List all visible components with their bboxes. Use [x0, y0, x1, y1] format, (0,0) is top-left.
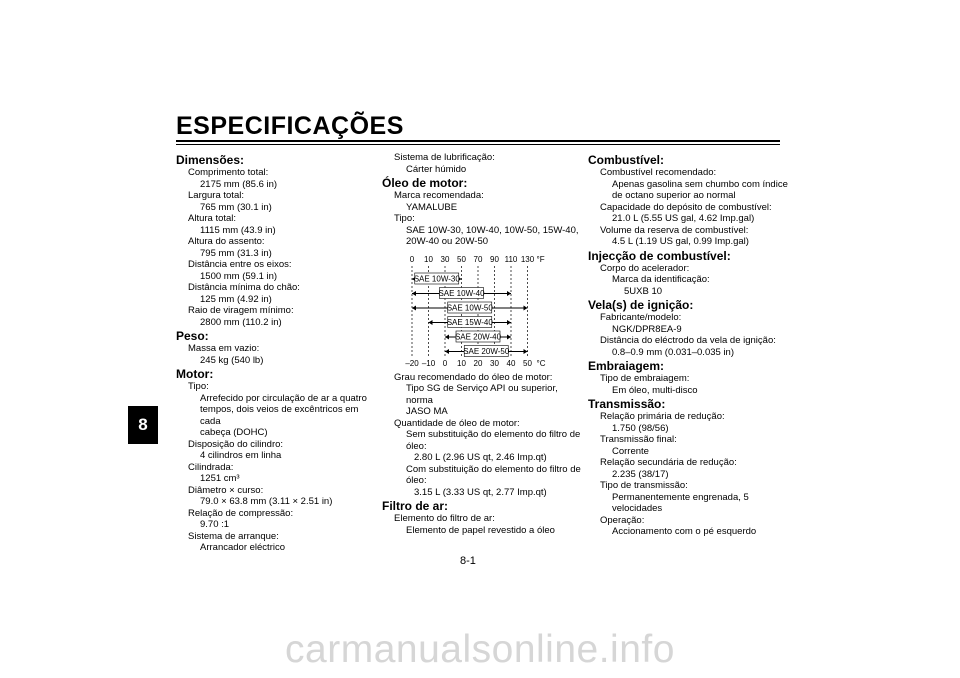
- spec-value: 2800 mm (110.2 in): [200, 316, 282, 328]
- arrow-right: [507, 334, 511, 339]
- section-heading-air-filter: Filtro de ar:: [382, 499, 449, 513]
- spec-value: 0.8–0.9 mm (0.031–0.035 in): [612, 346, 734, 358]
- c-tick-label: –10: [421, 358, 436, 368]
- spec-value: Cárter húmido: [406, 163, 467, 175]
- arrow-right: [524, 305, 528, 310]
- spec-value: YAMALUBE: [406, 201, 458, 213]
- chapter-tab: 8: [128, 406, 158, 444]
- spec-label: Relação de compressão:: [188, 507, 294, 519]
- spec-value: 1500 mm (59.1 in): [200, 270, 278, 282]
- f-tick-label: 130: [520, 254, 535, 264]
- spec-label: Altura do assento:: [188, 236, 265, 247]
- f-tick-label: 110: [504, 254, 518, 264]
- c-tick-label: 50: [523, 358, 532, 368]
- spec-value: Em óleo, multi-disco: [612, 384, 698, 396]
- grade-label: SAE 15W-40: [446, 317, 493, 327]
- f-tick-label: 90: [490, 254, 499, 264]
- spec-value: 795 mm (31.3 in): [200, 247, 272, 259]
- c-tick-label: 20: [473, 358, 483, 368]
- arrow-left: [445, 334, 449, 339]
- spec-value: Elemento de papel revestido a óleo: [406, 524, 555, 536]
- section-heading-weight: Peso:: [176, 329, 209, 343]
- f-tick-label: 10: [424, 254, 433, 264]
- watermark: carmanualsonline.info: [285, 628, 675, 671]
- oil-viscosity-chart: [382, 252, 562, 370]
- spec-label: Raio de viragem mínimo:: [188, 305, 294, 316]
- spec-label: Marca recomendada:: [394, 190, 484, 201]
- spec-label: Massa em vazio:: [188, 343, 260, 354]
- spec-value: 1251 cm³: [200, 473, 240, 484]
- spec-value: 21.0 L (5.55 US gal, 4.62 Imp.gal): [612, 213, 755, 224]
- spec-value: Tipo SG de Serviço API ou superior, norma: [406, 383, 558, 406]
- spec-label: Altura total:: [188, 213, 237, 224]
- c-tick-label: 0: [442, 358, 448, 368]
- section-heading-spark-plug: Vela(s) de ignição:: [588, 298, 694, 312]
- f-unit-label: °F: [536, 254, 545, 264]
- spec-label: Volume da reserva de combustível:: [600, 224, 749, 236]
- spec-value: 125 mm (4.92 in): [200, 293, 272, 305]
- spec-label: Combustível recomendado:: [600, 167, 717, 178]
- section-heading-engine-oil: Óleo de motor:: [382, 176, 468, 190]
- spec-label: Disposição do cilindro:: [188, 438, 284, 450]
- grade-label: SAE 10W-30: [413, 274, 460, 283]
- arrow-left: [412, 305, 416, 310]
- spec-label: Comprimento total:: [188, 167, 269, 178]
- spec-label: Quantidade de óleo de motor:: [394, 417, 520, 429]
- spec-value: Corrente: [612, 445, 649, 457]
- spec-value: óleo:: [406, 475, 427, 486]
- dim-list: [176, 167, 376, 328]
- grade-label: SAE 10W-40: [438, 288, 485, 298]
- c-tick-label: 30: [490, 358, 499, 368]
- spec-label: Tipo de embraiagem:: [600, 373, 690, 384]
- grade-label: SAE 10W-50: [446, 303, 493, 312]
- spec-value: velocidades: [612, 503, 663, 514]
- spec-value: cabeça (DOHC): [200, 427, 268, 438]
- spec-value: 245 kg (540 lb): [200, 354, 264, 366]
- spec-value: Com substituição do elemento do filtro de: [406, 463, 581, 475]
- c-tick-label: 40: [506, 358, 516, 368]
- spec-value: 79.0 × 63.8 mm (3.11 × 2.51 in): [200, 496, 333, 507]
- spec-label: Sistema de arranque:: [188, 530, 279, 542]
- arrow-left: [412, 291, 416, 296]
- spec-value: SAE 10W-30, 10W-40, 10W-50, 15W-40,: [406, 224, 579, 236]
- spec-value: 2.235 (38/17): [612, 468, 669, 480]
- spec-value: 3.15 L (3.33 US qt, 2.77 Imp.qt): [414, 486, 547, 498]
- page-title: ESPECIFICAÇÕES: [176, 112, 404, 140]
- spec-label: Distância mínima do chão:: [188, 282, 300, 293]
- c-tick-label: 10: [457, 358, 466, 368]
- spec-value: 9.70 :1: [200, 519, 230, 530]
- c-tick-label: –20: [405, 358, 419, 368]
- section-heading-dimensions: Dimensões:: [176, 153, 245, 167]
- arrow-right: [507, 320, 511, 325]
- spec-label: Fabricante/modelo:: [600, 312, 682, 323]
- title-rule: [176, 140, 780, 142]
- spec-label: Operação:: [600, 514, 645, 526]
- grade-label: SAE 20W-40: [454, 332, 502, 341]
- spec-value: Arrefecido por circulação de ar a quatro: [200, 392, 367, 404]
- spec-value: de octano superior ao normal: [612, 190, 736, 201]
- spec-value: Apenas gasolina sem chumbo com índice: [612, 178, 788, 190]
- spec-value: 4.5 L (1.19 US gal, 0.99 Imp.gal): [612, 236, 749, 247]
- f-tick-label: 30: [440, 254, 450, 264]
- grade-label: SAE 20W-50: [463, 346, 510, 356]
- column-2: [382, 152, 582, 536]
- spec-value: 1.750 (98/56): [612, 422, 669, 434]
- spec-label: Capacidade do depósito de combustível:: [600, 201, 772, 213]
- arrow-right: [524, 349, 528, 354]
- spec-label: Grau recomendado do óleo de motor:: [394, 371, 553, 383]
- spec-label: Sistema de lubrificação:: [394, 152, 495, 163]
- spec-value: NGK/DPR8EA-9: [612, 323, 682, 335]
- spec-label: Distância entre os eixos:: [188, 259, 292, 270]
- spec-value: 765 mm (30.1 in): [200, 201, 272, 213]
- spec-value: 20W-40 ou 20W-50: [406, 236, 489, 247]
- spec-label: Distância do eléctrodo da vela de ignição:: [600, 335, 776, 346]
- section-heading-clutch: Embraiagem:: [588, 359, 665, 373]
- arrow-left: [445, 349, 449, 354]
- arrow-left: [429, 320, 433, 325]
- spec-label: Largura total:: [188, 190, 244, 201]
- f-tick-label: 50: [457, 254, 466, 264]
- spec-label: Cilindrada:: [188, 461, 234, 473]
- arrow-right: [507, 291, 511, 296]
- spec-label: Corpo do acelerador:: [600, 262, 690, 274]
- spec-value: 4 cilindros em linha: [200, 450, 282, 461]
- spec-value: Permanentemente engrenada, 5: [612, 491, 749, 503]
- title-rule-thin: [176, 144, 780, 145]
- spec-value: Accionamento com o pé esquerdo: [612, 526, 757, 537]
- column-1: [176, 152, 376, 554]
- f-tick-label: 0: [409, 254, 415, 264]
- section-heading-transmission: Transmissão:: [588, 397, 666, 411]
- spec-label: Transmissão final:: [600, 434, 677, 445]
- spec-value: 5UXB 10: [624, 285, 663, 297]
- section-heading-fuel: Combustível:: [588, 153, 665, 167]
- column-3: [588, 152, 788, 538]
- section-heading-fuel-injection: Injecção de combustível:: [588, 248, 731, 263]
- spec-value: 2175 mm (85.6 in): [200, 178, 278, 190]
- f-tick-label: 70: [473, 254, 483, 264]
- spec-label: Diâmetro × curso:: [188, 484, 264, 496]
- spec-label: Relação secundária de redução:: [600, 457, 737, 468]
- spec-value: Sem substituição do elemento do filtro de: [406, 429, 581, 440]
- spec-value: óleo:: [406, 440, 427, 452]
- spec-label: Marca da identificação:: [612, 274, 710, 285]
- spec-value: Arrancador eléctrico: [200, 542, 286, 553]
- spec-label: Elemento do filtro de ar:: [394, 513, 495, 524]
- spec-value: 1115 mm (43.9 in): [200, 224, 276, 236]
- spec-label: Tipo:: [188, 381, 209, 392]
- spec-label: Tipo:: [394, 213, 415, 224]
- spec-label: Relação primária de redução:: [600, 411, 725, 422]
- c-unit-label: °C: [536, 358, 546, 368]
- page-number: 8-1: [460, 555, 476, 567]
- spec-value: tempos, dois veios de excêntricos em cada: [200, 404, 359, 427]
- spec-value: 2.80 L (2.96 US qt, 2.46 Imp.qt): [414, 452, 547, 463]
- spec-value: JASO MA: [406, 406, 448, 417]
- section-heading-engine: Motor:: [176, 367, 214, 381]
- spec-label: Tipo de transmissão:: [600, 480, 688, 491]
